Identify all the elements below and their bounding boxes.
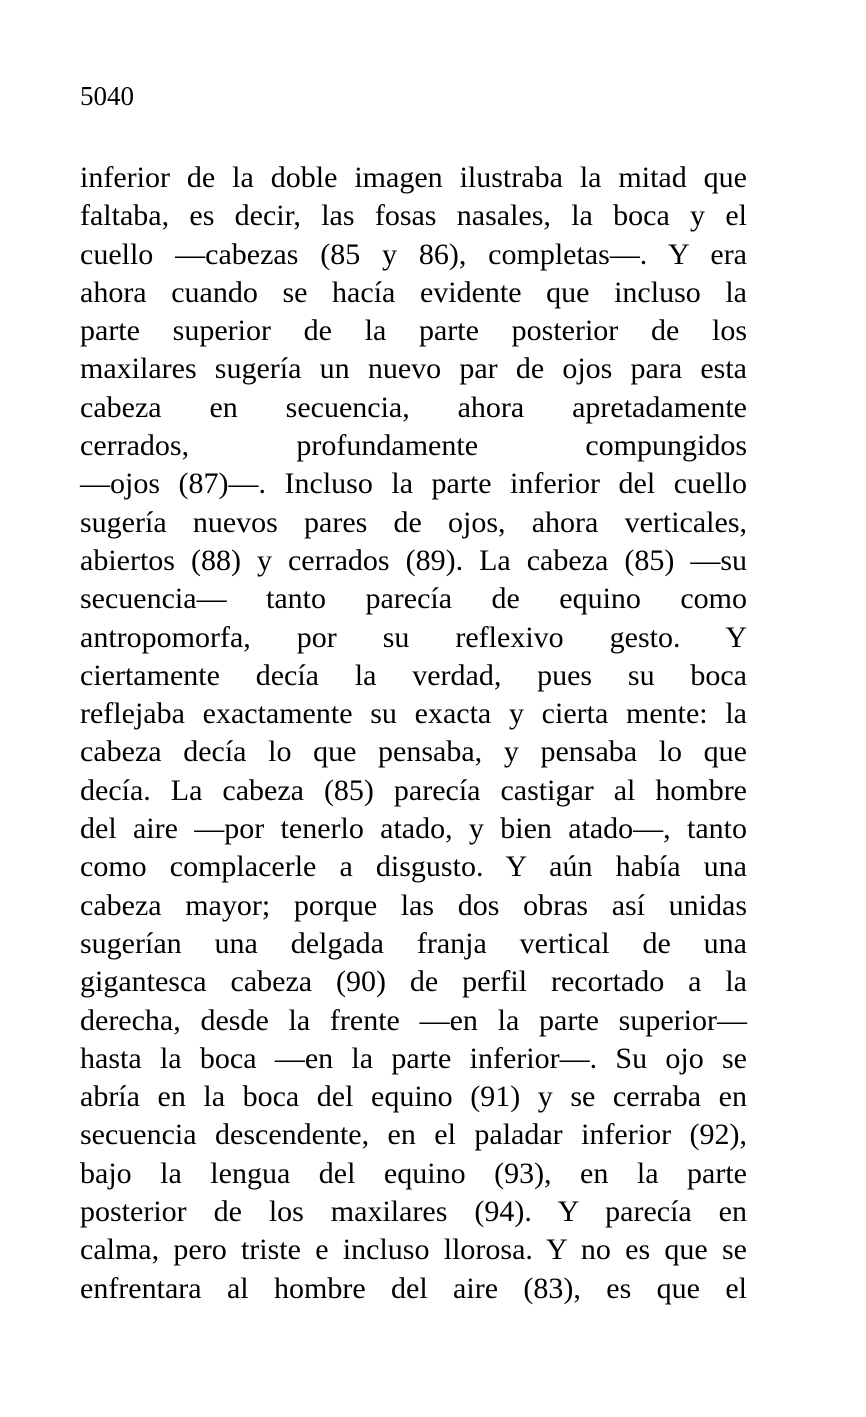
text-line: cabeza en secuencia, ahora apretadamente [80,390,747,424]
text-line: parte superior de la parte posterior de los [80,314,747,348]
text-line: cuello —cabezas (85 y 86), completas—. Y era [80,237,747,271]
page-number: 5040 [80,81,134,111]
text-line: como complacerle a disgusto. Y aún había una [80,850,747,884]
text-line: faltaba, es decir, las fosas nasales, la boca y el [80,199,747,233]
text-line: derecha, desde la frente —en la parte superior— [80,1003,747,1037]
text-line: antropomorfa, por su reflexivo gesto. Y [80,620,747,654]
text-line: ahora cuando se hacía evidente que incluso la [80,275,747,309]
text-line: bajo la lengua del equino (93), en la parte [80,1156,747,1190]
text-line: secuencia descendente, en el paladar inferior (92), [80,1118,747,1152]
text-line: enfrentara al hombre del aire (83), es que el [80,1271,747,1305]
text-line: cerrados, profundamente compungidos [80,429,747,463]
text-line: abiertos (88) y cerrados (89). La cabeza (85) —su [80,543,747,577]
text-line: abría en la boca del equino (91) y se cerraba en [80,1080,747,1114]
text-line: maxilares sugería un nuevo par de ojos para esta [80,352,747,386]
body-paragraph [80,159,747,1308]
text-line: —ojos (87)—. Incluso la parte inferior del cuello [80,467,747,501]
text-line: posterior de los maxilares (94). Y parecía en [80,1195,747,1229]
text-line: sugerían una delgada franja vertical de una [80,926,747,960]
text-line: decía. La cabeza (85) parecía castigar al hombre [80,773,747,807]
text-line: hasta la boca —en la parte inferior—. Su ojo se [80,1041,747,1075]
text-line: ciertamente decía la verdad, pues su boca [80,658,747,692]
text-line: calma, pero triste e incluso llorosa. Y no es que se [80,1233,747,1267]
text-line: inferior de la doble imagen ilustraba la mitad que [80,161,747,194]
text-line: sugería nuevos pares de ojos, ahora verticales, [80,505,747,539]
text-line: cabeza decía lo que pensaba, y pensaba lo que [80,735,747,769]
text-line: gigantesca cabeza (90) de perfil recortado a la [80,965,747,999]
text-line: cabeza mayor; porque las dos obras así unidas [80,888,747,922]
text-line: secuencia— tanto parecía de equino como [80,582,747,616]
text-line: reflejaba exactamente su exacta y cierta mente: la [80,697,747,731]
text-line: del aire —por tenerlo atado, y bien atado—, tanto [80,812,747,846]
